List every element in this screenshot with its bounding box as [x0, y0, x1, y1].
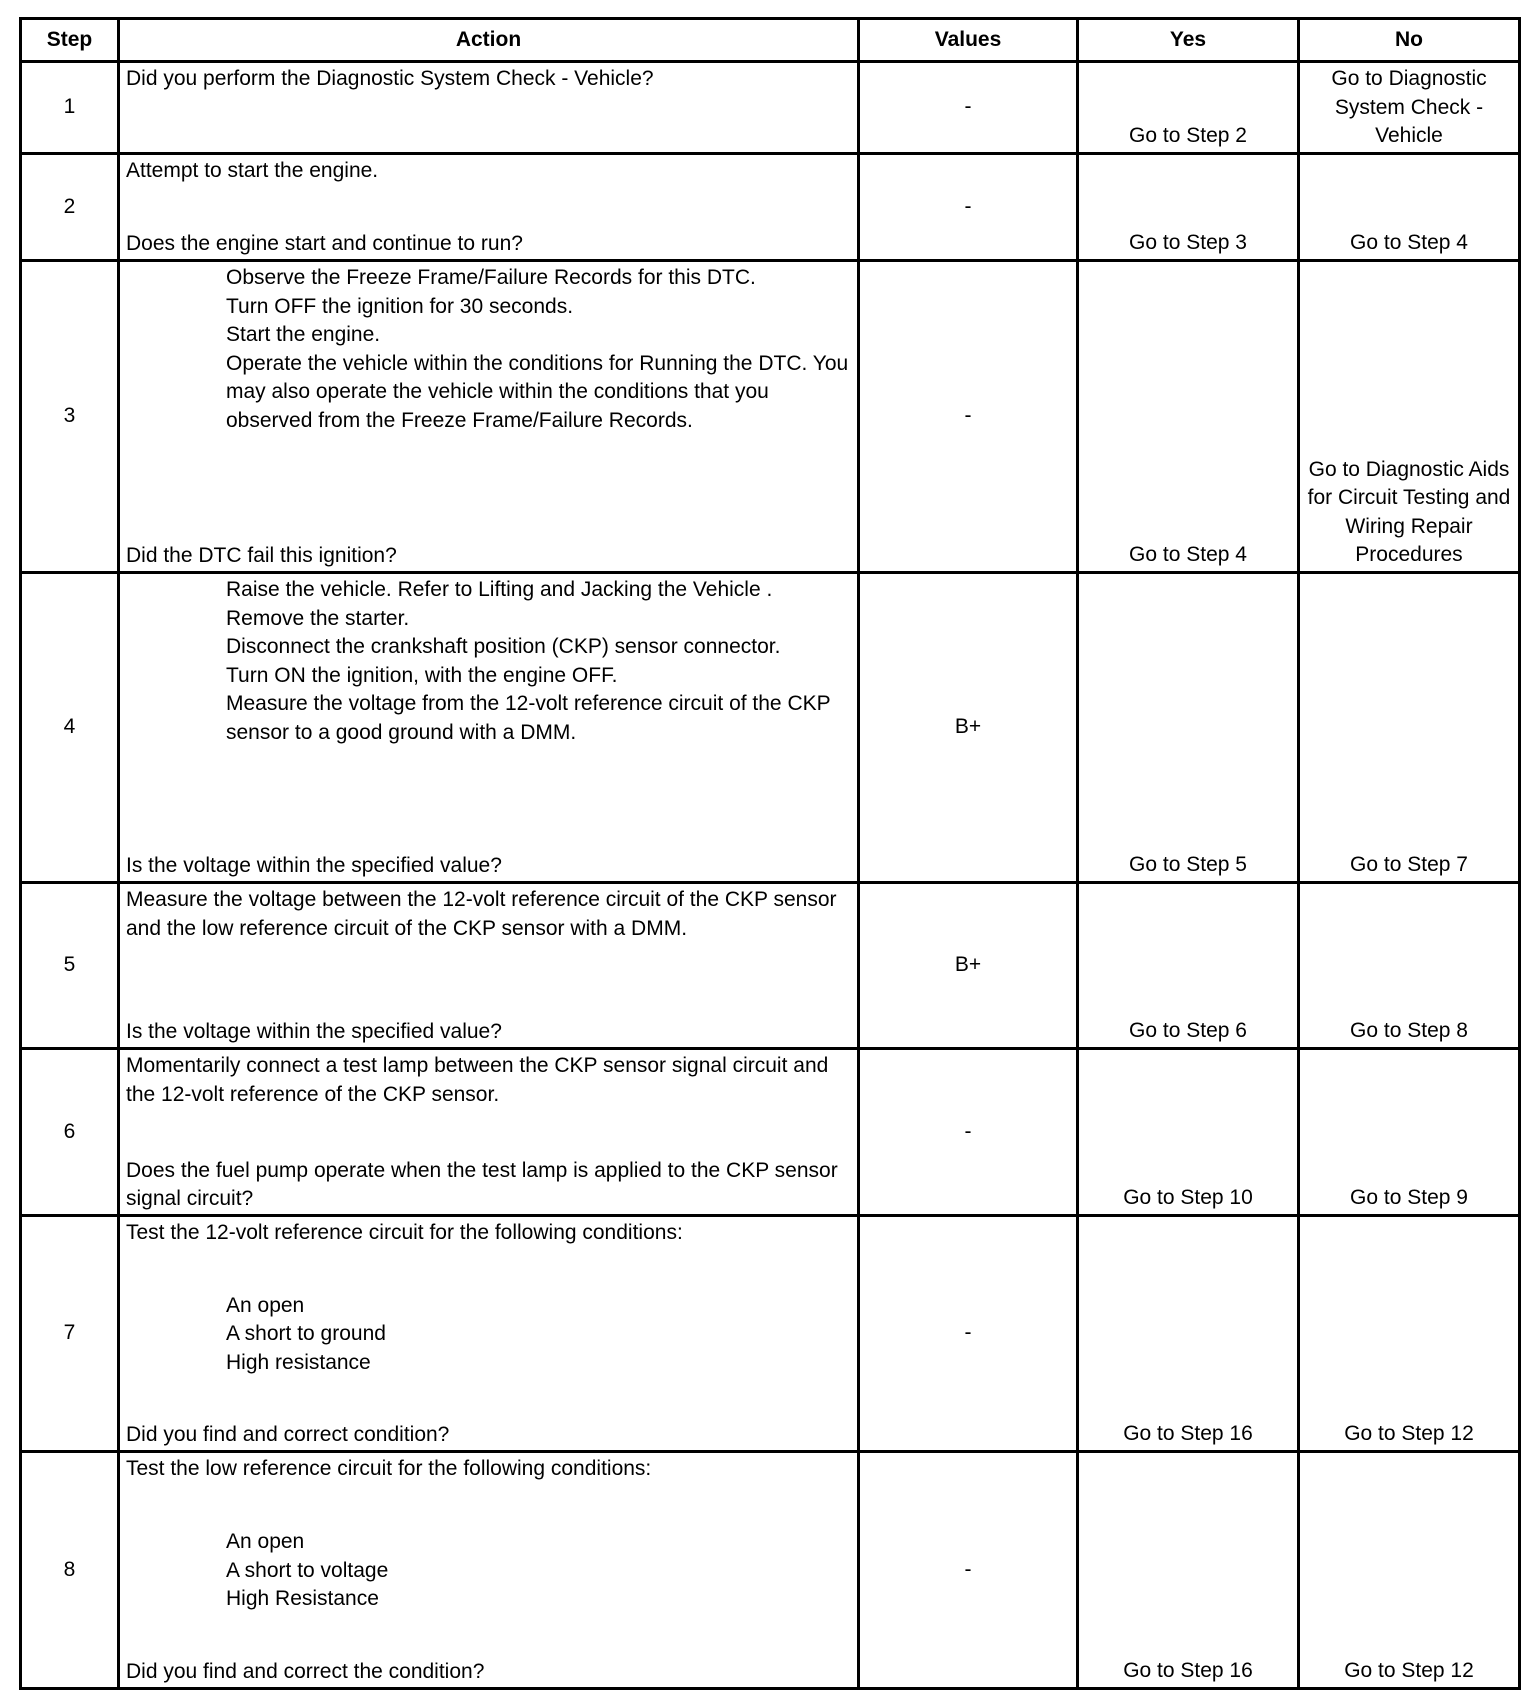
- diagnostic-table: [19, 17, 1521, 1690]
- yes-cell: Go to Step 2: [1078, 62, 1299, 154]
- question-text: Does the fuel pump operate when the test lamp is applied to the CKP sensor signal circuit?: [126, 1158, 838, 1211]
- action-cell: [119, 1452, 859, 1689]
- no-cell: Go to Step 12: [1299, 1452, 1520, 1689]
- step-number: 4: [21, 573, 119, 883]
- action-instruction: Measure the voltage between the 12-volt reference circuit of the CKP sensor and the low reference circuit of the CKP sensor with a DMM.: [126, 888, 837, 940]
- step-number: 8: [21, 1452, 119, 1689]
- no-cell: Go to Step 8: [1299, 883, 1520, 1049]
- yes-cell: Go to Step 16: [1078, 1216, 1299, 1452]
- action-top: [126, 1219, 851, 1248]
- action-step: Remove the starter.: [226, 606, 410, 630]
- action-content: [126, 576, 851, 881]
- value-cell: -: [859, 261, 1078, 573]
- no-cell: Go to Step 4: [1299, 154, 1520, 261]
- action-content: [126, 1455, 851, 1687]
- action-step: Observe the Freeze Frame/Failure Records for this DTC.: [226, 266, 756, 289]
- value-cell: -: [859, 62, 1078, 154]
- no-cell: Go to Step 12: [1299, 1216, 1520, 1452]
- header-row: [21, 19, 1520, 62]
- action-instruction: Momentarily connect a test lamp between the CKP sensor signal circuit and the 12-volt reference of the CKP sensor.: [126, 1054, 829, 1106]
- action-step: Disconnect the crankshaft position (CKP) sensor connector.: [226, 635, 781, 659]
- step-number: 1: [21, 62, 119, 154]
- action-cell: [119, 154, 859, 261]
- table-row: [21, 1049, 1520, 1216]
- action-content: [126, 264, 851, 571]
- step-number: 2: [21, 154, 119, 261]
- action-cell: [119, 261, 859, 573]
- question-text: Did you find and correct the condition?: [126, 1660, 485, 1684]
- question-text: Does the engine start and continue to run?: [126, 232, 523, 256]
- table-row: [21, 883, 1520, 1049]
- action-step: An open: [226, 1530, 305, 1554]
- action-steps: [126, 1528, 851, 1614]
- no-cell: Go to Step 9: [1299, 1049, 1520, 1216]
- header-step: Step: [21, 19, 119, 62]
- step-number: 3: [21, 261, 119, 573]
- action-steps: [126, 1292, 851, 1378]
- action-question: [126, 1018, 851, 1047]
- step-number: 7: [21, 1216, 119, 1452]
- value-cell: B+: [859, 573, 1078, 883]
- action-step: High resistance: [226, 1350, 371, 1374]
- table-row: [21, 261, 1520, 573]
- no-cell: Go to Diagnostic Aids for Circuit Testing and Wiring Repair Procedures: [1299, 261, 1520, 573]
- step-number: 5: [21, 883, 119, 1049]
- value-cell: -: [859, 1049, 1078, 1216]
- yes-cell: Go to Step 10: [1078, 1049, 1299, 1216]
- action-step: Operate the vehicle within the conditions for Running the DTC. You may also operate the vehicle within the conditions that you observed from the Freeze Frame/Failure Records.: [226, 351, 849, 432]
- header-yes: Yes: [1078, 19, 1299, 62]
- action-step: Raise the vehicle. Refer to Lifting and Jacking the Vehicle .: [226, 578, 773, 601]
- value-cell: -: [859, 1452, 1078, 1689]
- action-step: A short to ground: [226, 1322, 386, 1346]
- action-question: [126, 542, 851, 571]
- no-cell: Go to Diagnostic System Check - Vehicle: [1299, 62, 1520, 154]
- table-row: [21, 573, 1520, 883]
- question-text: Is the voltage within the specified value?: [126, 854, 502, 878]
- action-steps: [126, 576, 851, 748]
- value-cell: -: [859, 1216, 1078, 1452]
- action-question: [126, 1421, 851, 1450]
- question-text: Is the voltage within the specified value?: [126, 1020, 502, 1044]
- step-number: 6: [21, 1049, 119, 1216]
- action-instruction: Test the low reference circuit for the following conditions:: [126, 1457, 652, 1480]
- action-top: [126, 157, 851, 186]
- question-text: Did the DTC fail this ignition?: [126, 544, 397, 568]
- action-top: [126, 65, 851, 94]
- action-cell: [119, 62, 859, 154]
- action-content: [126, 886, 851, 1047]
- action-step: Measure the voltage from the 12-volt reference circuit of the CKP sensor to a good ground with a DMM.: [226, 692, 831, 744]
- action-step: Turn ON the ignition, with the engine OFF.: [226, 663, 618, 687]
- action-step: A short to voltage: [226, 1558, 389, 1582]
- action-cell: [119, 883, 859, 1049]
- header-values: Values: [859, 19, 1078, 62]
- action-top: [126, 886, 851, 943]
- action-question: [126, 1157, 851, 1214]
- value-cell: B+: [859, 883, 1078, 1049]
- action-content: [126, 1219, 851, 1450]
- table-row: [21, 154, 1520, 261]
- action-top: [126, 1052, 851, 1109]
- yes-cell: Go to Step 3: [1078, 154, 1299, 261]
- action-instruction: Attempt to start the engine.: [126, 159, 379, 182]
- action-step: High Resistance: [226, 1587, 379, 1611]
- action-top: [126, 1455, 851, 1484]
- action-cell: [119, 1216, 859, 1452]
- value-cell: -: [859, 154, 1078, 261]
- action-question: [126, 852, 851, 881]
- yes-cell: Go to Step 5: [1078, 573, 1299, 883]
- question-text: Did you find and correct condition?: [126, 1423, 450, 1447]
- table-row: [21, 62, 1520, 154]
- action-content: [126, 65, 851, 152]
- table-row: [21, 1452, 1520, 1689]
- yes-cell: Go to Step 16: [1078, 1452, 1299, 1689]
- action-instruction: Did you perform the Diagnostic System Check - Vehicle?: [126, 67, 654, 90]
- action-cell: [119, 1049, 859, 1216]
- header-action: Action: [119, 19, 859, 62]
- header-no: No: [1299, 19, 1520, 62]
- action-cell: [119, 573, 859, 883]
- action-content: [126, 157, 851, 259]
- action-step: An open: [226, 1293, 305, 1317]
- action-content: [126, 1052, 851, 1214]
- no-cell: Go to Step 7: [1299, 573, 1520, 883]
- yes-cell: Go to Step 6: [1078, 883, 1299, 1049]
- action-instruction: Test the 12-volt reference circuit for the following conditions:: [126, 1221, 683, 1244]
- action-question: [126, 230, 851, 259]
- yes-cell: Go to Step 4: [1078, 261, 1299, 573]
- action-step: Start the engine.: [226, 323, 381, 347]
- action-step: Turn OFF the ignition for 30 seconds.: [226, 294, 574, 318]
- action-steps: [126, 264, 851, 436]
- action-question: [126, 1658, 851, 1687]
- table-row: [21, 1216, 1520, 1452]
